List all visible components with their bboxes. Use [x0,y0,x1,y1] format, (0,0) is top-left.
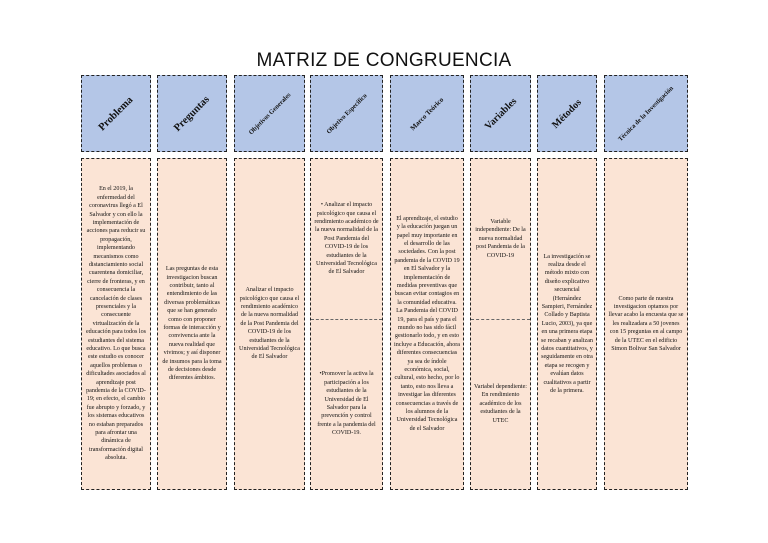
objetivos-generales-text: Analizar el impacto psicológico que causa el rendimiento académico de la nueva normalidad de la Post Pandemia del COVID-19 de los estudiantes de la Universidad Tecnológica de El Salvador [239,287,300,361]
header-preguntas-label: Preguntas [172,93,212,134]
marco-teorico-text: El aprendizaje, el estudio y la educación juegan un papel muy importante en el desarrollo de las sociedades. Con la post pandemia de la COVID 19 en El Salvador y la implementación de medidas preventivas que buscan evitar contagios en la comunidad educativa. La Pandemia del COVID 19, para el país y para el mundo no has sido fácil gestionarlo todo, y en esto incluye a Educación, ahora diferentes consecuencias ya sea de índole económica, social, cultural, esto hecho, por lo tanto, esto nos lleva a investigar las diferentes consecuencias a través de los alumnos de la Universidad Tecnológica de el Salvador [394,215,460,432]
metodos-text: La investigación se realiza desde el método mixto con diseño explicativo secuencial (Hernández Sampieri, Fernández Collado y Baptista Lucio, 2003), ya que en una primera etapa se recaban y analizan datos cuantitativos, y seguidamente en otra etapa se recogen y evalúan datos cualitativos a partir de la primera. [541,253,593,395]
cell-problema [81,158,151,490]
cell-metodos [537,158,597,490]
cell-marco-teorico [390,158,464,490]
variables-text-1: Variable independiente: De la nueva normalidad post Pandemia de la COVID-19 [475,218,526,259]
header-objetivo-especifico-label: Objetivo Especifico [324,91,369,136]
tecnica-text: Como parte de nuestra investigacion optamos por llevar acabo la encuesta que se les realizadara a 50 jovenes con 15 preguntas en al campo de la UTEC en el edificio Simon Bolivar San Salvador [608,295,684,353]
cell-tecnica [604,158,688,490]
cell-variables [470,158,531,490]
cell-objetivo-especifico [310,158,383,490]
header-tecnica-label: Técnica de la Investigación [617,84,675,143]
cell-preguntas [157,158,227,490]
problema-text: En el 2019, la enfermedad del coronavirus llegó a El Salvador y con ello la implementación de acciones para reducir su propagación, implementando mecanismos como distanciamiento social cuarentena domiciliar, cierre de fronteras, y en consecuencia la cancelación de clases presenciales y la consecuente virtualización de la educación para todos los estudiantes del sistema educativo. Lo que busca este estudio es conocer aquellos problemas o dificultades asociados al aprendizaje post pandemia de la COVID-19; en efecto, el cambio fue abrupto y forzado, y los sistemas educativos no estaban preparados para afrontar una dinámica de transformación digital absoluta. [85,186,147,462]
header-variables [470,75,531,152]
header-metodos-label: Métodos [550,96,584,131]
header-metodos [537,75,597,152]
header-objetivo-especifico [310,75,383,152]
header-problema [81,75,151,152]
preguntas-text: Las preguntas de esta investigacion buscan contribuir, tanto al entendimiento de las diversas problemáticas que se han generado como con proponer formas de interacción y convivencia ante la nueva realidad que vivimos; y así disponer de insumos para la toma de decisiones desde diferentes ámbitos. [162,266,222,382]
cell-objetivos-generales [234,158,305,490]
header-tecnica [604,75,688,152]
header-problema-label: Problema [96,94,136,133]
objetivo-especifico-text-1: • Analizar el impacto psicológico que causa el rendimiento académico de la nueva normalidad de la Post Pandemia del COVID-19 de los estudiantes de la Universidad Tecnológica de El Salvador [314,202,379,276]
header-preguntas [157,75,227,152]
variables-text-2: Variabel dependiente: En rendimiento académico de los estudiantes de la UTEC [474,383,527,424]
header-marco-teorico [390,75,464,152]
page-title: MATRIZ DE CONGRUENCIA [256,50,512,71]
header-variables-label: Variables [482,95,519,132]
header-marco-teorico-label: Marco Teórico [408,95,446,132]
header-objetivos-generales [234,75,305,152]
header-objetivos-generales-label: Objetivos Generales [247,91,292,136]
objetivo-especifico-text-2: •Promover la activa la participación a los estudiantes de la Universidad de El Salvador para la prevención y control frente a la pandemia del COVID-19. [317,371,376,437]
